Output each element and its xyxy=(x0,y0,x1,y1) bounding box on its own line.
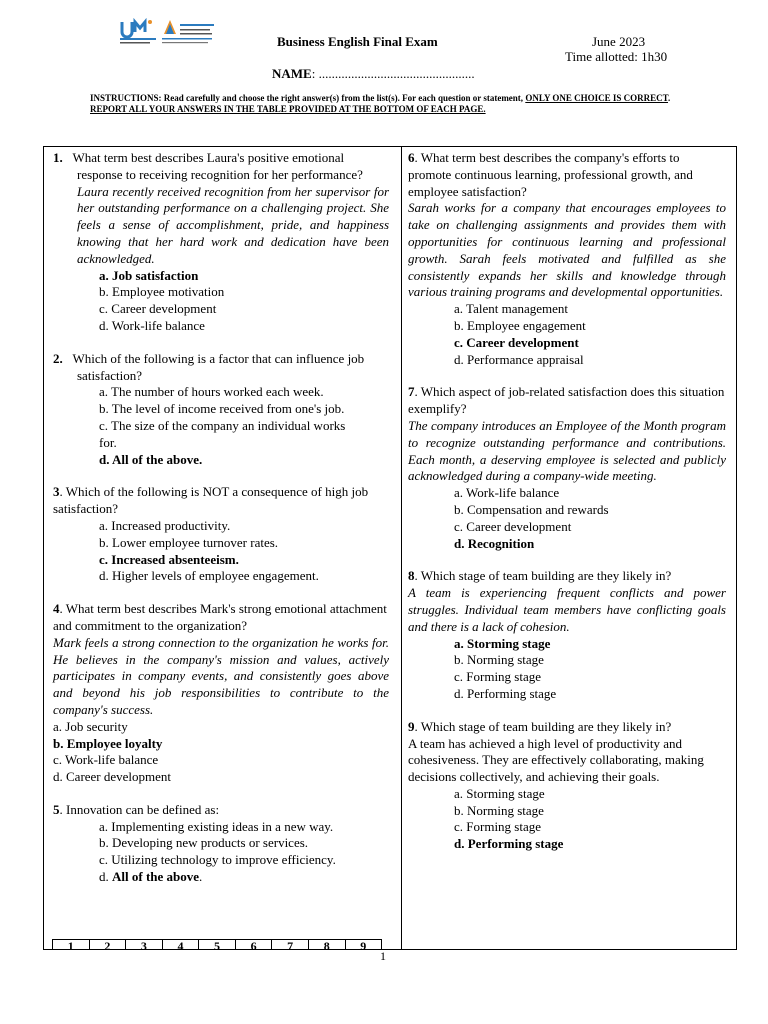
option-a[interactable]: a. Increased productivity. xyxy=(99,517,231,533)
option-d-letter: d. xyxy=(99,869,112,885)
question-number: 3 xyxy=(53,484,60,500)
question-scenario: The company introduces an Employee of the Month program to recognize outstanding performance and contributions. Each month, a deserving employee is selected and publicly acknowledged during a company-wide meeting. xyxy=(408,417,726,484)
option-d[interactable]: d. Performing stage xyxy=(454,685,557,701)
question-scenario: Mark feels a strong connection to the organization he works for. He believes in the company's mission and values, actively participates in company events, and consistently goes above and beyond his job responsibilities to contribute to the company's success. xyxy=(53,634,389,717)
option-a[interactable]: a. Job security xyxy=(53,718,128,734)
option-a[interactable]: a. Job satisfaction xyxy=(99,267,199,283)
question-8 xyxy=(408,568,726,702)
option-d[interactable]: d. Performing stage xyxy=(454,836,564,852)
column-divider xyxy=(401,147,402,949)
question-stem: . What term best describes Mark's strong emotional attachment and commitment to the organization? xyxy=(53,601,387,633)
question-number: 4 xyxy=(53,601,60,617)
option-c[interactable]: c. Career development xyxy=(454,334,579,350)
option-b[interactable]: b. Lower employee turnover rates. xyxy=(99,534,279,550)
question-stem: . Which aspect of job-related satisfaction does this situation exemplify? xyxy=(408,384,725,417)
name-label: NAME xyxy=(272,66,312,81)
question-stem: . Which stage of team building are they likely in? xyxy=(414,568,672,584)
options-list xyxy=(53,518,389,585)
option-d[interactable]: d. Career development xyxy=(53,769,172,785)
options-list xyxy=(408,636,726,703)
option-b-text: b. The level of income received from one's job. xyxy=(99,401,345,417)
option-d-text: All of the above xyxy=(112,869,200,885)
instructions xyxy=(90,93,690,115)
option-b[interactable]: b. Employee loyalty xyxy=(53,735,163,751)
question-number: 2. xyxy=(53,350,63,366)
option-b[interactable] xyxy=(53,401,389,418)
option-c[interactable]: c. Forming stage xyxy=(454,669,542,685)
page-number: 1 xyxy=(380,949,386,963)
question-scenario: Sarah works for a company that encourages employees to take on challenging assignments and provides them with opportunities for continuous learning and professional growth. Sarah feels motivated and fulfilled as she consistently expands her skills and knowledge through various training programs and developmental opportunities. xyxy=(408,200,726,300)
option-b[interactable]: b. Employee motivation xyxy=(99,284,225,300)
option-c[interactable]: c. Career development xyxy=(99,301,217,317)
question-1 xyxy=(53,150,389,335)
option-b[interactable]: b. Employee engagement xyxy=(454,317,586,333)
option-d[interactable]: d. Recognition xyxy=(454,535,535,551)
option-d-period: . xyxy=(199,869,203,885)
name-field xyxy=(272,66,475,82)
question-stem: Which of the following is a factor that can influence job satisfaction? xyxy=(72,350,365,383)
instructions-text: INSTRUCTIONS: Read carefully and choose the right answer(s) from the list(s). For each question or statement, xyxy=(90,93,526,103)
question-scenario: A team has achieved a high level of productivity and cohesiveness. They are effectively collaborating, making decisions collectively, and achieving their goals. xyxy=(408,735,704,785)
option-b[interactable]: b. Compensation and rewards xyxy=(454,501,609,517)
questions-frame xyxy=(43,146,737,953)
answer-cell-5[interactable]: 5 xyxy=(198,940,235,950)
option-a[interactable]: a. Storming stage xyxy=(454,785,545,801)
question-4 xyxy=(53,601,389,786)
option-c[interactable]: c. Forming stage xyxy=(454,819,542,835)
option-c[interactable]: c. Career development xyxy=(454,518,572,534)
question-number: 1. xyxy=(53,150,63,165)
question-number: 8 xyxy=(408,568,415,584)
option-c[interactable] xyxy=(53,418,389,452)
question-7 xyxy=(408,384,726,552)
option-a[interactable]: a. Implementing existing ideas in a new way. xyxy=(99,818,334,834)
question-stem: . Which stage of team building are they likely in? xyxy=(414,718,672,734)
option-b[interactable]: b. Norming stage xyxy=(454,802,544,818)
option-a[interactable]: a. Work-life balance xyxy=(454,485,560,501)
question-number: 6 xyxy=(408,150,415,165)
option-b[interactable]: b. Norming stage xyxy=(454,652,544,668)
answer-cell-3[interactable]: 3 xyxy=(125,940,162,950)
time-allotted: Time allotted: 1h30 xyxy=(565,49,668,64)
question-number: 7 xyxy=(408,384,415,400)
question-scenario: A team is experiencing frequent conflicts and power struggles. Individual team members have conflicting goals and there is a lack of cohesion. xyxy=(408,585,726,634)
question-2 xyxy=(53,351,389,469)
options-list xyxy=(53,719,389,786)
question-stem: . Which of the following is NOT a consequence of high job satisfaction? xyxy=(53,484,369,517)
instructions-one-choice: ONLY ONE CHOICE IS CORRECT xyxy=(525,93,669,103)
question-9 xyxy=(408,719,726,853)
right-column xyxy=(408,150,726,869)
exam-title: Business English Final Exam xyxy=(277,34,438,49)
question-5 xyxy=(53,802,389,886)
option-d[interactable]: d. Work-life balance xyxy=(99,317,205,333)
option-a[interactable]: a. Storming stage xyxy=(454,635,551,651)
question-number: 9 xyxy=(408,718,415,734)
answer-cell-9[interactable]: 9 xyxy=(345,940,383,950)
name-dots: : ................................................ xyxy=(311,66,475,81)
option-c-text: c. The size of the company an individual works for. xyxy=(99,417,346,450)
question-stem: . Innovation can be defined as: xyxy=(59,801,220,817)
options-list xyxy=(53,268,389,335)
option-d[interactable]: d. Higher levels of employee engagement. xyxy=(99,568,319,584)
option-c[interactable]: c. Utilizing technology to improve efficiency. xyxy=(99,852,336,868)
instructions-sep: . xyxy=(668,93,671,103)
option-c[interactable]: c. Work-life balance xyxy=(53,752,159,768)
instructions-report: REPORT ALL YOUR ANSWERS IN THE TABLE PROVIDED AT THE BOTTOM OF EACH PAGE. xyxy=(90,104,486,114)
answer-cell-2[interactable]: 2 xyxy=(89,940,126,950)
answer-cell-1[interactable]: 1 xyxy=(52,940,89,950)
option-d[interactable]: d. All of the above. xyxy=(99,451,203,467)
option-a[interactable]: a. The number of hours worked each week. xyxy=(99,384,324,400)
options-list xyxy=(53,384,389,468)
option-c[interactable]: c. Increased absenteeism. xyxy=(99,551,239,567)
question-number: 5 xyxy=(53,801,60,817)
option-d[interactable] xyxy=(53,869,389,886)
question-stem: What term best describes Laura's positive emotional response to receiving recognition for her performance? xyxy=(72,150,363,182)
question-6 xyxy=(408,150,726,368)
question-stem: . What term best describes the company's efforts to promote continuous learning, professional growth, and employee satisfaction? xyxy=(408,150,693,199)
option-b[interactable]: b. Developing new products or services. xyxy=(99,835,309,851)
option-a[interactable]: a. Talent management xyxy=(454,301,568,317)
options-list xyxy=(408,301,726,368)
option-d[interactable]: d. Performance appraisal xyxy=(454,351,584,367)
answer-table xyxy=(52,939,382,953)
options-list xyxy=(53,819,389,886)
university-logo xyxy=(118,18,218,50)
question-scenario: Laura recently received recognition from her supervisor for her outstanding performance on a challenging project. She feels a sense of accomplishment, pride, and happiness knowing that her hard work and dedication have been acknowledged. xyxy=(77,183,389,266)
answer-cell-8[interactable]: 8 xyxy=(308,940,345,950)
options-list xyxy=(408,786,726,853)
answer-cell-6[interactable]: 6 xyxy=(235,940,272,950)
question-3 xyxy=(53,484,389,585)
left-column xyxy=(53,150,389,902)
exam-date: June 2023 xyxy=(592,34,646,49)
answer-cell-4[interactable]: 4 xyxy=(162,940,199,950)
answer-cell-7[interactable]: 7 xyxy=(271,940,308,950)
options-list xyxy=(408,485,726,552)
